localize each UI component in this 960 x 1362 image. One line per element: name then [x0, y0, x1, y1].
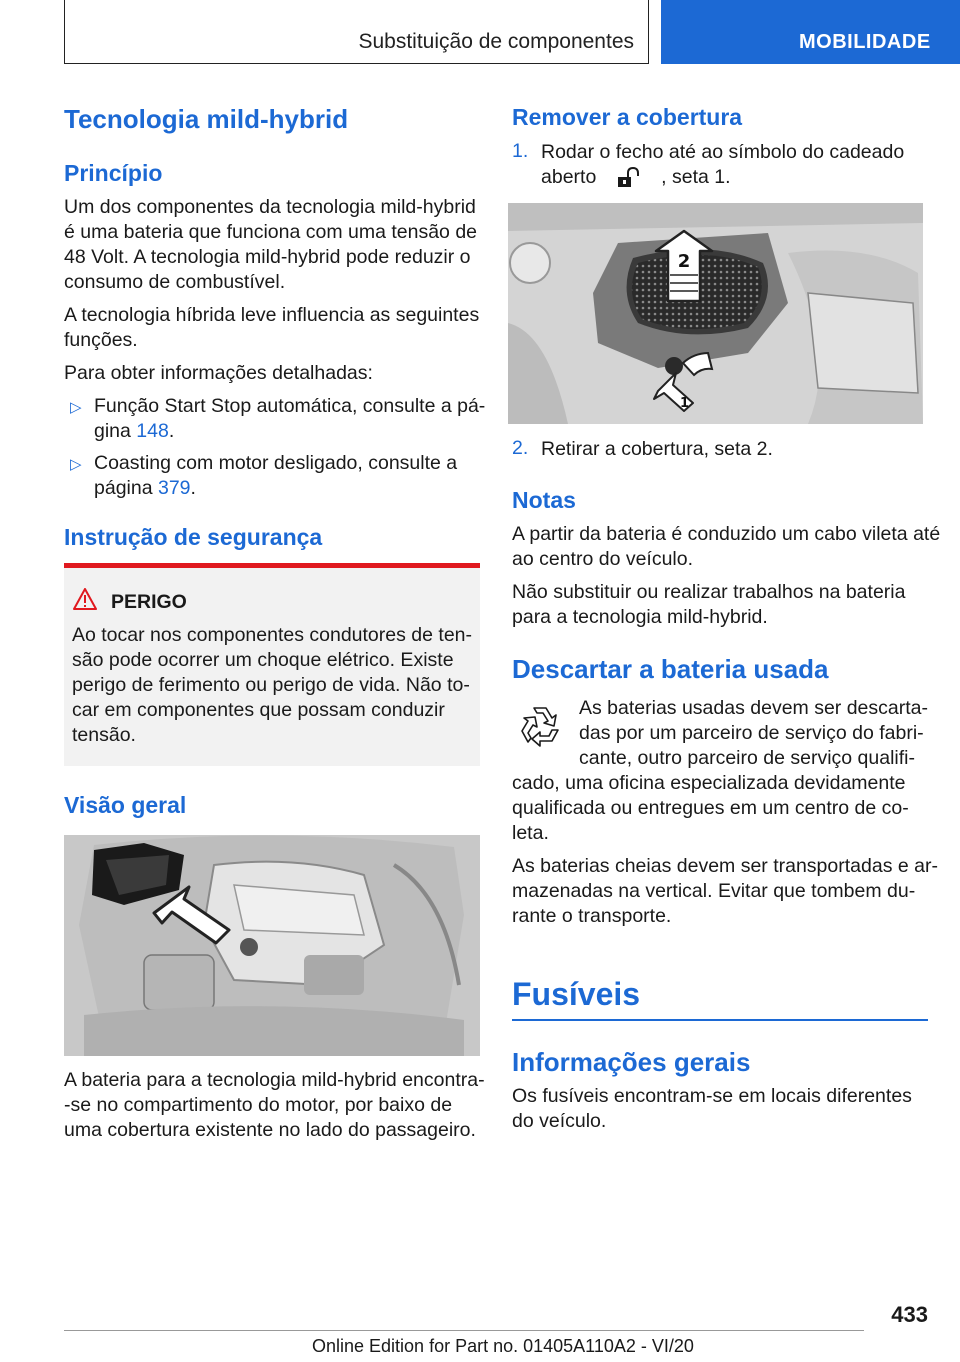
danger-text-line: Ao tocar nos componentes condutores de ten-: [72, 624, 472, 646]
danger-text-line: tensão.: [72, 724, 136, 746]
dispose-heading: Descartar a bateria usada: [512, 654, 829, 684]
general-text-line: Os fusíveis encontram-se em locais diferentes: [512, 1085, 912, 1107]
principle-text-line: Para obter informações detalhadas:: [64, 362, 373, 384]
dispose-text-line: cado, uma oficina especializada devidamente: [512, 772, 906, 794]
fuses-title: Fusíveis: [512, 976, 641, 1012]
principle-text-line: funções.: [64, 329, 138, 351]
page-number: 433: [891, 1302, 928, 1327]
page-title: Tecnologia mild-hybrid: [64, 104, 349, 134]
notes-text-line: A partir da bateria é conduzido um cabo vileta até: [512, 523, 941, 545]
section-rule: [512, 1019, 928, 1021]
footer-rule: [64, 1330, 864, 1331]
dispose-text-line: qualificada ou entregues em um centro de co-: [512, 797, 909, 819]
step-number: 2.: [512, 437, 529, 459]
recycle-icon: [514, 700, 566, 752]
bullet-text: gina 148.: [94, 420, 175, 442]
danger-text-line: são pode ocorrer um choque elétrico. Existe: [72, 649, 454, 671]
principle-text-line: Um dos componentes da tecnologia mild-hybrid: [64, 196, 476, 218]
dispose-text-line: mazenadas na vertical. Evitar que tombem du-: [512, 880, 916, 902]
dispose-text-line: As baterias cheias devem ser transportadas e ar-: [512, 855, 938, 877]
bullet-text: Coasting com motor desligado, consulte a: [94, 452, 458, 474]
overview-text-line: uma cobertura existente no lado do passageiro.: [64, 1119, 476, 1141]
bullet-text: página 379.: [94, 477, 196, 499]
footer-edition: Online Edition for Part no. 01405A110A2 - VI/20: [312, 1336, 694, 1356]
bullet-triangle-icon: ▷: [70, 456, 82, 473]
overview-text-line: -se no compartimento do motor, por baixo de: [64, 1094, 453, 1116]
danger-text-line: car em componentes que possam conduzir: [72, 699, 445, 721]
step-text-line: Rodar o fecho até ao símbolo do cadeado: [541, 141, 905, 163]
step-text-line: aberto , seta 1.: [541, 166, 731, 188]
header-chapter-title: MOBILIDADE: [799, 31, 931, 53]
step-text-line: Retirar a cobertura, seta 2.: [541, 438, 773, 460]
principle-text-line: A tecnologia híbrida leve influencia as seguintes: [64, 304, 480, 326]
overview-heading: Visão geral: [64, 792, 187, 818]
dispose-text-line: cante, outro parceiro de serviço qualifi-: [579, 747, 916, 769]
header-chapter-tab[interactable]: [661, 0, 960, 64]
notes-heading: Notas: [512, 487, 576, 513]
danger-label: PERIGO: [111, 591, 187, 613]
remove-cover-heading: Remover a cobertura: [512, 104, 743, 130]
header-section-title: Substituição de componentes: [358, 30, 634, 53]
arrow-1-label: 1: [680, 396, 690, 411]
general-info-heading: Informações gerais: [512, 1047, 751, 1077]
notes-text-line: ao centro do veículo.: [512, 548, 694, 570]
dispose-text-line: leta.: [512, 822, 549, 844]
notes-text-line: Não substituir ou realizar trabalhos na bateria: [512, 581, 906, 603]
bullet-triangle-icon: ▷: [70, 399, 82, 416]
principle-text-line: é uma bateria que funciona com uma tensão de: [64, 221, 478, 243]
dispose-text-line: As baterias usadas devem ser descarta-: [579, 697, 929, 719]
step-number: 1.: [512, 140, 529, 162]
notes-text-line: para a tecnologia mild-hybrid.: [512, 606, 768, 628]
overview-text-line: A bateria para a tecnologia mild-hybrid encontra-: [64, 1069, 485, 1091]
safety-heading: Instrução de segurança: [64, 524, 323, 550]
arrow-2-label: 2: [677, 251, 691, 272]
battery-cover-photo: [508, 203, 923, 424]
dispose-text-line: rante o transporte.: [512, 905, 672, 927]
page-link-148[interactable]: 148: [136, 420, 169, 442]
warning-triangle-icon: [73, 588, 97, 610]
principle-text-line: consumo de combustível.: [64, 271, 286, 293]
principle-text-line: 48 Volt. A tecnologia mild-hybrid pode reduzir o: [64, 246, 471, 268]
page-link-379[interactable]: 379: [157, 477, 191, 499]
header-section-box: [64, 0, 649, 64]
bullet-text: Função Start Stop automática, consulte a pá-: [94, 395, 486, 417]
open-lock-icon: [616, 167, 642, 189]
danger-text-line: perigo de ferimento ou perigo de vida. Não to-: [72, 674, 470, 696]
principle-heading: Princípio: [64, 160, 163, 186]
general-text-line: do veículo.: [512, 1110, 607, 1132]
dispose-text-line: das por um parceiro de serviço do fabri-: [579, 722, 924, 744]
engine-bay-photo: [64, 835, 480, 1056]
